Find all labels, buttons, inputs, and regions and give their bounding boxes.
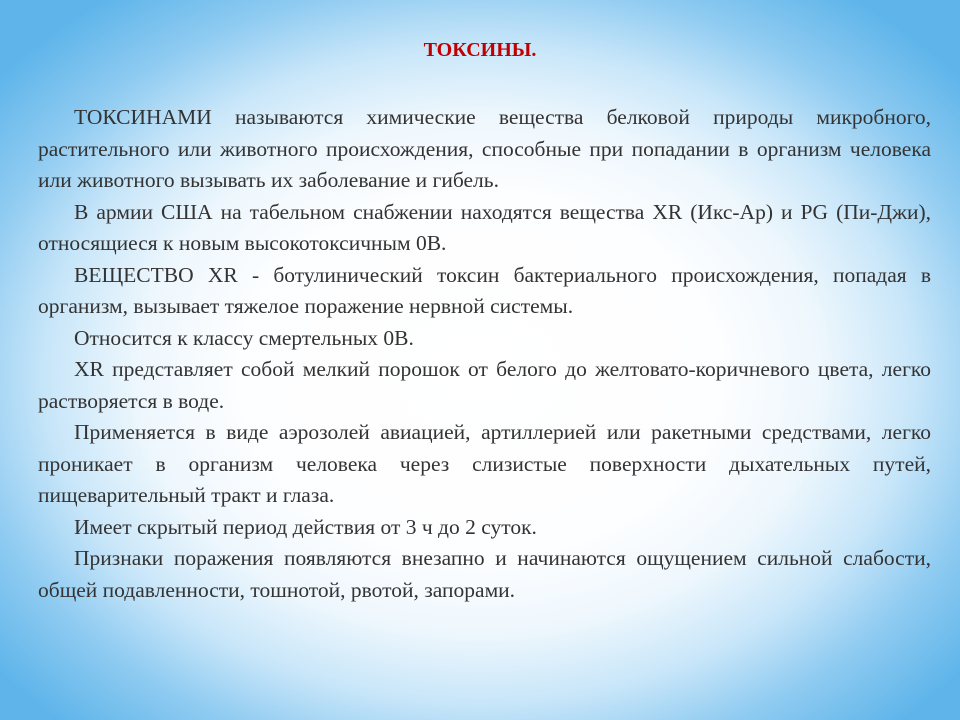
paragraph-us-army-supply: В армии США на табельном снабжении находятся вещества XR (Икс-Ар) и PG (Пи-Джи), относящиеся к новым высокотоксичным 0В. <box>38 199 931 255</box>
slide-body <box>38 102 931 606</box>
paragraph-toxins-definition: ТОКСИНАМИ называются химические вещества белковой природы микробного, растительного или животного происхождения, способные при попадании в организм человека или животного вызывать их заболевание и гибель. <box>38 105 931 192</box>
paragraph-xr-substance: ВЕЩЕСТВО XR - ботулинический токсин бактериального происхождения, попадая в организм, вызывает тяжелое поражение нервной системы. <box>38 262 931 318</box>
paragraph-xr-description: XR представляет собой мелкий порошок от белого до желтовато-коричневого цвета, легко растворяется в воде. <box>38 357 931 413</box>
paragraph-symptoms: Признаки поражения появляются внезапно и начинаются ощущением сильной слабости, общей подавленности, тошнотой, рвотой, запорами. <box>38 546 931 602</box>
paragraph-application: Применяется в виде аэрозолей авиацией, артиллерией или ракетными средствами, легко проникает в организм человека через слизистые поверхности дыхательных путей, пищеварительный тракт и глаза. <box>38 420 931 507</box>
paragraph-lethal-class: Относится к классу смертельных 0В. <box>74 325 414 350</box>
slide-title: ТОКСИНЫ. <box>423 39 537 61</box>
paragraph-latent-period: Имеет скрытый период действия от 3 ч до 2 суток. <box>74 514 537 539</box>
